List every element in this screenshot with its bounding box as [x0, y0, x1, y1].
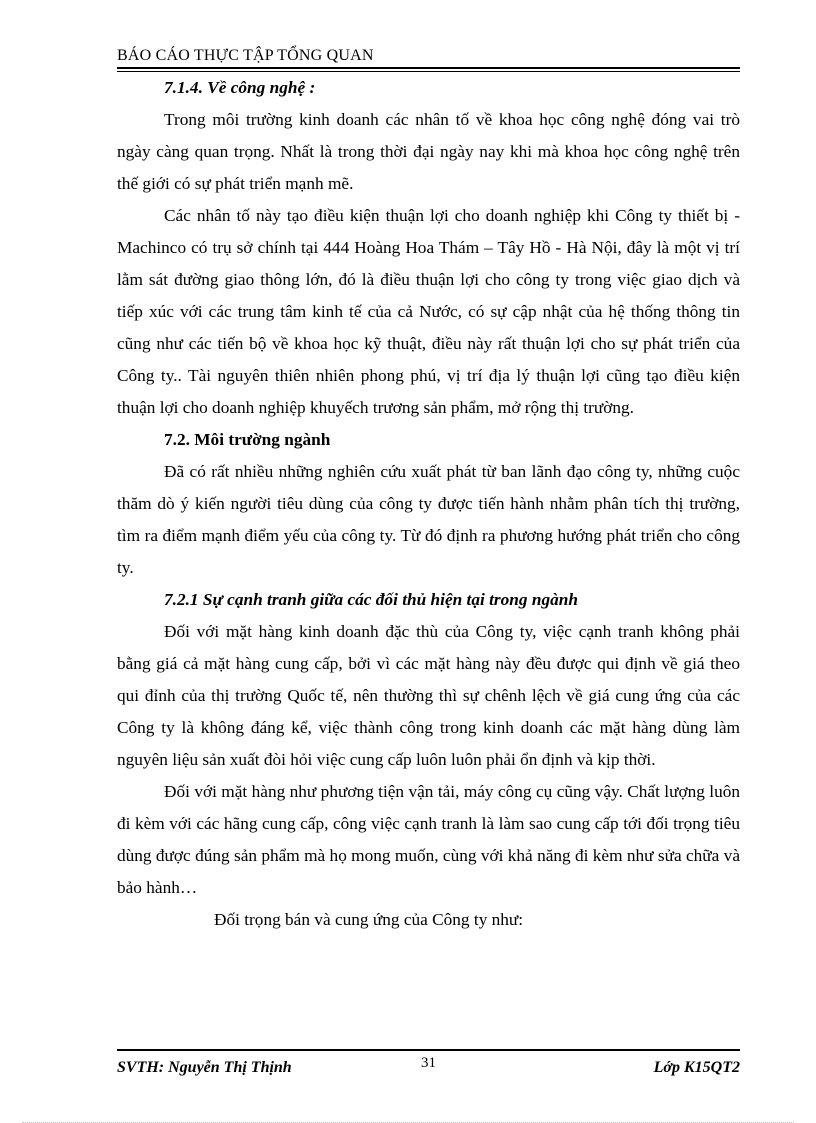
paragraph-technology-intro: Trong môi trường kinh doanh các nhân tố về khoa học công nghệ đóng vai trò ngày càng quan trọng. Nhất là trong thời đại ngày nay khi mà khoa học công nghệ trên thế giới có sự phát triển mạnh mẽ.: [117, 110, 740, 193]
paragraph-industry-research: Đã có rất nhiều những nghiên cứu xuất phát từ ban lãnh đạo công ty, những cuộc thăm dò ý kiến người tiêu dùng của công ty được tiến hành nhằm phân tích thị trường, tìm ra điểm mạnh điểm yếu của công ty. Từ đó định ra phương hướng phát triển cho công ty.: [117, 462, 740, 577]
page-footer: [117, 1049, 740, 1081]
footer-class: Lớp K15QT2: [653, 1059, 740, 1076]
header-title: BÁO CÁO THỰC TẬP TỔNG QUAN: [117, 47, 374, 64]
page-number: 31: [421, 1055, 436, 1071]
paragraph-customers-intro: Đối trọng bán và cung ứng của Công ty như:: [214, 910, 524, 929]
footer-student-name: SVTH: Nguyễn Thị Thịnh: [117, 1059, 292, 1076]
header-rule-thick: [117, 67, 740, 69]
paragraph-competition-goods: Đối với mặt hàng kinh doanh đặc thù của Công ty, việc cạnh tranh không phải bằng giá cả mặt hàng cung cấp, bởi vì các mặt hàng này đều được qui định về giá theo qui đỉnh của thị trường Quốc tế, nên thường thì sự chênh lệch về giá cung ứng của các Công ty là không đáng kể, việc thành công trong kinh doanh các mặt hàng dùng làm nguyên liệu sản xuất đòi hỏi việc cung cấp luôn luôn phải ổn định và kịp thời.: [117, 622, 740, 769]
paragraph-competition-vehicles: Đối với mặt hàng như phương tiện vận tải, máy công cụ cũng vậy. Chất lượng luôn đi kèm với các hãng cung cấp, công việc cạnh tranh là làm sao cung cấp tới đối trọng tiêu dùng được đúng sản phẩm mà họ mong muốn, cùng với khả năng đi kèm như sửa chữa và bảo hành…: [117, 782, 740, 897]
body-content: [117, 72, 740, 936]
heading-7-2: 7.2. Môi trường ngành: [164, 430, 331, 449]
heading-7-2-1: 7.2.1 Sự cạnh tranh giữa các đối thủ hiện tại trong ngành: [164, 590, 578, 609]
heading-7-1-4: 7.1.4. Về công nghệ :: [164, 78, 316, 97]
paragraph-technology-location: Các nhân tố này tạo điều kiện thuận lợi cho doanh nghiệp khi Công ty thiết bị - Machinco có trụ sở chính tại 444 Hoàng Hoa Thám – Tây Hồ - Hà Nội, đây là một vị trí lằm sát đường giao thông lớn, đó là điều thuận lợi cho công ty trong việc giao dịch và tiếp xúc với các trung tâm kinh tế của cả Nước, có sự cập nhật của hệ thống thông tin cũng như các tiến bộ về khoa học kỹ thuật, điều này rất thuận lợi cho sự phát triển của Công ty.. Tài nguyên thiên nhiên phong phú, vị trí địa lý thuận lợi cũng tạo điều kiện thuận lợi cho doanh nghiệp khuyếch trương sản phẩm, mở rộng thị trường.: [117, 206, 740, 417]
page-header: [117, 46, 740, 72]
